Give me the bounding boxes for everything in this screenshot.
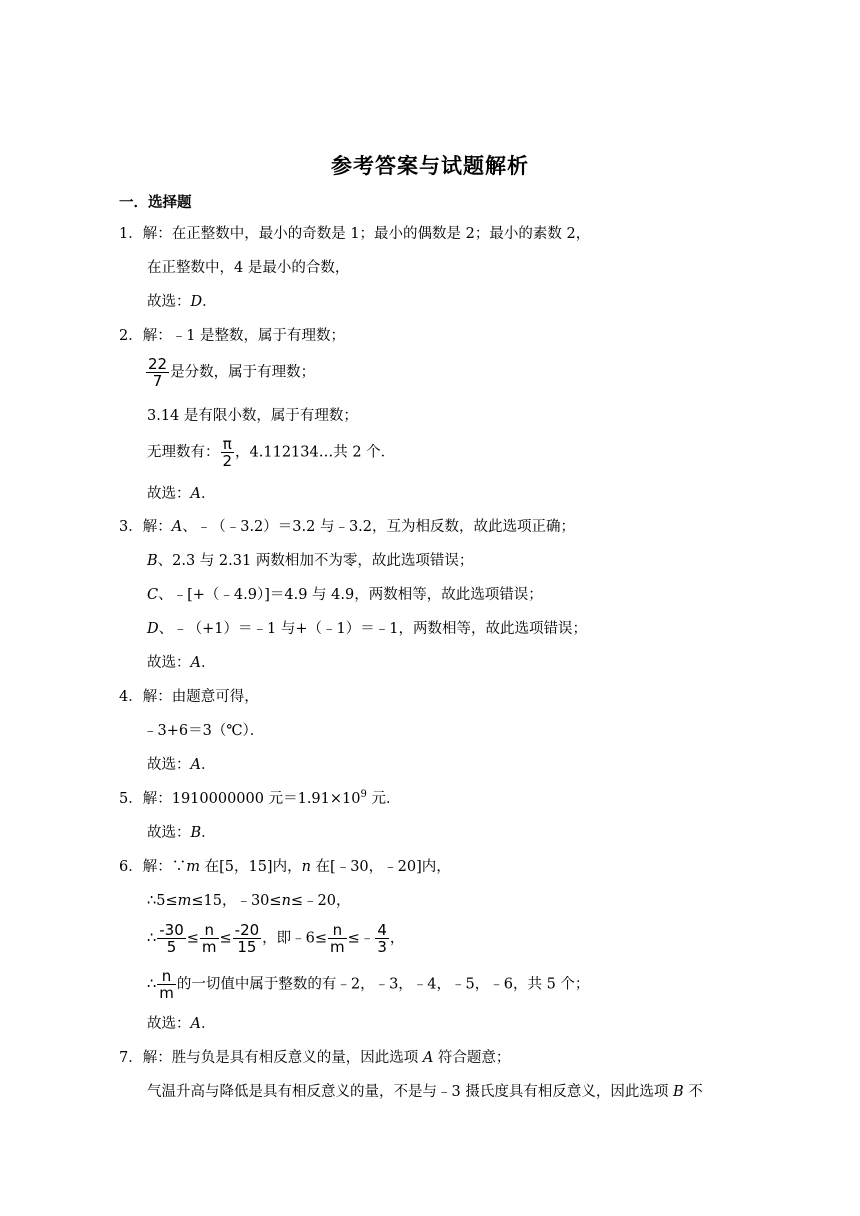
section-heading: 一．选择题 bbox=[119, 194, 192, 211]
q2-line-2: $\frac{22}{7}$ 是分数，属于有理数； bbox=[148, 355, 316, 390]
q3-line-3: C、﹣[+（﹣4.9）]＝4.9 与 4.9，两数相等，故此选项错误； bbox=[147, 587, 543, 603]
fraction: $\frac{-20}{15}$ bbox=[234, 921, 260, 956]
q5-answer: 故选：B． bbox=[147, 825, 216, 841]
q6-line-3: ∴ $\frac{-30}{5}$ ≤ $\frac{n}{m}$ ≤ $\frac{-20}{15}$ ，即﹣6≤ $\frac{n}{m}$ ≤﹣ $\frac{4}{3}$ ， bbox=[147, 921, 405, 956]
q2-answer: 故选：A． bbox=[147, 486, 216, 502]
q1-answer: 故选：D． bbox=[147, 294, 217, 310]
q6-line-4: ∴ $\frac{n}{m}$ 的一切值中属于整数的有﹣2，﹣3，﹣4，﹣5，﹣6，共 5 个； bbox=[147, 967, 590, 1002]
q1-line-1: 1．解：在正整数中，最小的奇数是 1；最小的偶数是 2；最小的素数 2， bbox=[119, 226, 591, 242]
q1-line-2: 在正整数中，4 是最小的合数， bbox=[147, 260, 350, 276]
q7-line-2: 气温升高与降低是具有相反意义的量，不是与﹣3 摄氏度具有相反意义，因此选项 B 不 bbox=[147, 1084, 703, 1100]
fraction: $\frac{n}{m}$ bbox=[201, 921, 217, 956]
q5-line-1: 5．解：1910000000 元$=1.91\times 10^9$ 元． bbox=[119, 789, 401, 807]
q2-line-1: 2．解：﹣1 是整数，属于有理数； bbox=[119, 328, 346, 344]
q6-line-2: ∴5≤m≤15，﹣30≤n≤﹣20， bbox=[147, 893, 351, 909]
q3-line-1: 3．解：A、﹣（﹣3.2）＝3.2 与﹣3.2，互为相反数，故此选项正确； bbox=[119, 519, 576, 535]
q3-line-2: B、2.3 与 2.31 两数相加不为零，故此选项错误； bbox=[147, 553, 474, 569]
q6-line-1: 6．解：∵m 在[5，15]内，n 在[﹣30，﹣20]内， bbox=[119, 859, 451, 875]
q4-line-2: ﹣3+6＝3（℃）． bbox=[143, 723, 265, 739]
q4-line-1: 4．解：由题意可得， bbox=[119, 689, 259, 705]
q7-line-1: 7．解：胜与负是具有相反意义的量，因此选项 A 符合题意； bbox=[119, 1050, 511, 1066]
q3-line-4: D、﹣（+1）＝﹣1 与+（﹣1）＝﹣1，两数相等，故此选项错误； bbox=[147, 621, 587, 637]
page-title: 参考答案与试题解析 bbox=[331, 153, 529, 178]
fraction: $\frac{4}{3}$ bbox=[377, 921, 387, 956]
fraction: $\frac{n}{m}$ bbox=[159, 967, 174, 1002]
fraction: $\frac{22}{7}$ bbox=[148, 355, 168, 390]
q4-answer: 故选：A． bbox=[147, 757, 216, 773]
q2-line-3: 3.14 是有限小数，属于有理数； bbox=[147, 408, 358, 424]
q2-line-4: 无理数有： $\frac{\pi}{2}$ ，4.112134…共 2 个． bbox=[147, 435, 396, 470]
fraction: $\frac{n}{m}$ bbox=[330, 921, 345, 956]
q6-answer: 故选：A． bbox=[147, 1016, 216, 1032]
fraction: $\frac{\pi}{2}$ bbox=[222, 435, 233, 470]
fraction: $\frac{-30}{5}$ bbox=[159, 921, 184, 956]
q3-answer: 故选：A． bbox=[147, 655, 216, 671]
